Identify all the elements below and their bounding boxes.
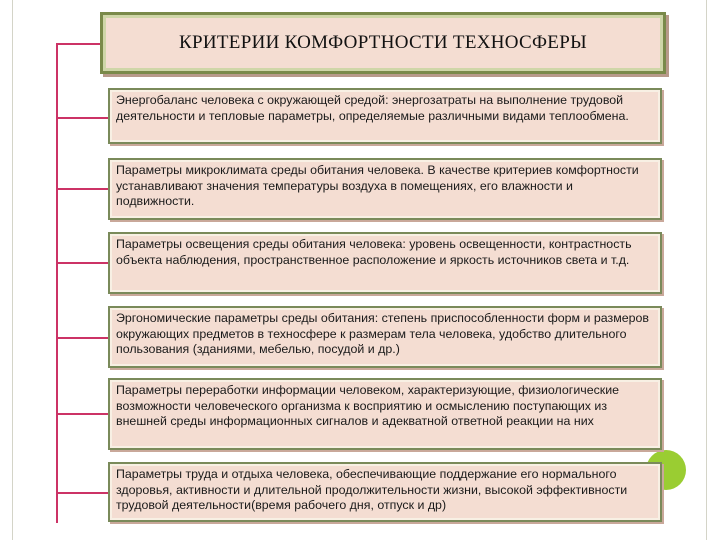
frame-line-left <box>12 0 13 540</box>
criterion-text: Параметры освещения среды обитания человека: уровень освещенности, контрастность объекта наблюдения, пространственное расположение и яркость источников света и т.д. <box>116 237 632 267</box>
criterion-text: Энергобаланс человека с окружающей средой: энергозатраты на выполнение трудовой деятельности и тепловые параметры, определяемые различными видами теплообмена. <box>116 93 629 123</box>
connector-trunk <box>56 43 58 523</box>
frame-line-right <box>706 0 707 540</box>
criterion-box-2 <box>108 158 662 220</box>
criterion-box-3 <box>108 232 662 294</box>
page-title: КРИТЕРИИ КОМФОРТНОСТИ ТЕХНОСФЕРЫ <box>179 32 587 53</box>
criterion-box-5 <box>108 378 662 450</box>
connector-title <box>56 43 100 45</box>
criterion-text: Эргономические параметры среды обитания: степень приспособленности форм и размеров окружающих предметов в техносфере к размерам тела человека, удобство длительного пользования (зданиями, мебелью, посудой и др.) <box>116 311 649 357</box>
connector-item-1 <box>56 117 108 119</box>
criterion-text: Параметры труда и отдыха человека, обеспечивающие поддержание его нормального здоровья, активности и длительной продолжительности жизни, высокой эффективности трудовой деятельности(время рабочего дня, отпуск и др) <box>116 467 628 513</box>
connector-item-5 <box>56 413 108 415</box>
criterion-box-6 <box>108 462 662 522</box>
criterion-box-4 <box>108 306 662 368</box>
connector-item-4 <box>56 337 108 339</box>
criterion-text: Параметры микроклимата среды обитания человека. В качестве критериев комфортности устанавливают значения температуры воздуха в помещениях, его влажности и подвижности. <box>116 163 639 209</box>
connector-item-6 <box>56 492 108 494</box>
connector-item-2 <box>56 188 108 190</box>
criterion-text: Параметры переработки информации человеком, характеризующие, физиологические возможности человеческого организма к восприятию и осмыслению поступающих из внешней среды информационных сигналов и адекватной ответной реакции на них <box>116 383 620 429</box>
connector-item-3 <box>56 262 108 264</box>
title-box <box>100 12 666 74</box>
criterion-box-1 <box>108 88 662 144</box>
